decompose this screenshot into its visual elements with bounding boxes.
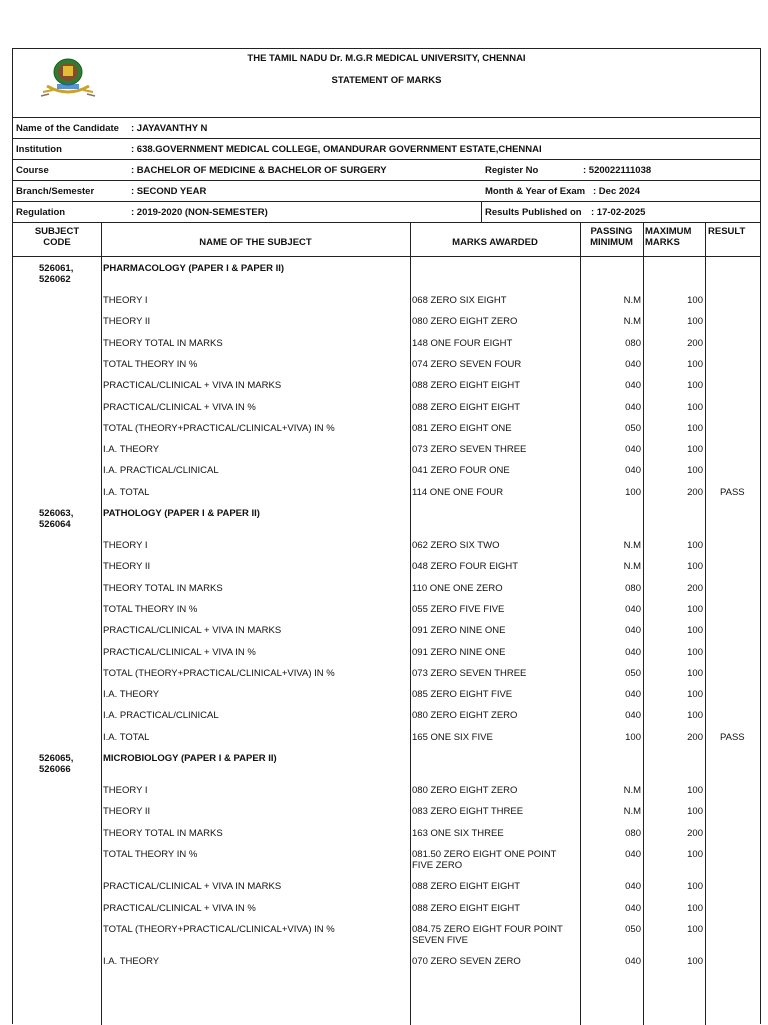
- table-row-marks: 080 ZERO EIGHT ZERO: [412, 710, 518, 722]
- table-row-maximum-marks: 100: [687, 540, 703, 551]
- table-row-subject: THEORY TOTAL IN MARKS: [103, 337, 223, 349]
- table-row-passing-minimum: 040: [625, 881, 641, 893]
- table-row-passing-minimum: 080: [625, 582, 641, 594]
- table-row-marks: 041 ZERO FOUR ONE: [412, 465, 510, 477]
- header-code-line2: CODE: [43, 237, 71, 248]
- table-row-maximum-marks: 200: [687, 337, 703, 349]
- table-row-marks: 165 ONE SIX FIVE: [412, 731, 493, 743]
- table-row-subject: PRACTICAL/CLINICAL + VIVA IN MARKS: [103, 625, 282, 637]
- subject-result: PASS: [720, 486, 745, 498]
- institution-value: : 638.GOVERNMENT MEDICAL COLLEGE, OMANDURAR GOVERNMENT ESTATE,CHENNAI: [131, 144, 542, 155]
- results-published-value: : 17-02-2025: [591, 207, 646, 218]
- exam-month-value: : Dec 2024: [593, 186, 641, 197]
- table-row-maximum-marks: 200: [687, 582, 703, 594]
- subject-code: 526062: [39, 274, 71, 285]
- table-row-marks: 080 ZERO EIGHT ZERO: [412, 785, 518, 796]
- table-row-marks: 081.50 ZERO EIGHT ONE POINT FIVE ZERO: [412, 848, 557, 871]
- column-divider: [410, 223, 411, 1025]
- column-divider: [705, 223, 706, 1025]
- regulation-value: : 2019-2020 (NON-SEMESTER): [131, 207, 268, 218]
- statement-title: STATEMENT OF MARKS: [331, 75, 442, 86]
- table-row-maximum-marks: 100: [687, 358, 703, 370]
- table-row-maximum-marks: 100: [687, 881, 703, 893]
- table-row-maximum-marks: 100: [687, 956, 703, 968]
- table-row-subject: TOTAL THEORY IN %: [103, 358, 198, 370]
- table-row-maximum-marks: 200: [687, 731, 703, 743]
- table-header: [13, 223, 760, 257]
- table-row-subject: I.A. TOTAL: [103, 486, 150, 498]
- table-row-subject: I.A. PRACTICAL/CLINICAL: [103, 465, 219, 477]
- table-row-marks: 084.75 ZERO EIGHT FOUR POINT SEVEN FIVE: [412, 923, 563, 946]
- table-row-subject: THEORY I: [103, 295, 148, 306]
- table-row-marks: 088 ZERO EIGHT EIGHT: [412, 902, 521, 914]
- subject-name: MICROBIOLOGY (PAPER I & PAPER II): [103, 753, 277, 764]
- institution-row: [13, 139, 760, 160]
- table-row-maximum-marks: 100: [687, 689, 703, 701]
- table-row-subject: TOTAL THEORY IN %: [103, 848, 198, 860]
- table-row-passing-minimum: 100: [625, 486, 641, 498]
- university-name: THE TAMIL NADU Dr. M.G.R MEDICAL UNIVERSITY, CHENNAI: [247, 53, 526, 64]
- table-row-passing-minimum: 080: [625, 827, 641, 839]
- header-subject-name: NAME OF THE SUBJECT: [199, 237, 312, 248]
- course-value: : BACHELOR OF MEDICINE & BACHELOR OF SURGERY: [131, 165, 387, 176]
- table-row-passing-minimum: N.M: [623, 540, 641, 551]
- candidate-name-label: Name of the Candidate: [16, 123, 119, 134]
- table-row-subject: THEORY II: [103, 316, 151, 328]
- header-passing-minimum: [580, 226, 643, 248]
- table-row-marks: 085 ZERO EIGHT FIVE: [412, 689, 513, 701]
- branch-row: [13, 181, 760, 202]
- table-row-subject: I.A. TOTAL: [103, 731, 150, 743]
- table-row-passing-minimum: 040: [625, 689, 641, 701]
- table-row-marks: 088 ZERO EIGHT EIGHT: [412, 401, 521, 413]
- table-row-passing-minimum: 100: [625, 731, 641, 743]
- table-row-marks: 055 ZERO FIVE FIVE: [412, 603, 505, 615]
- header-passing-line2: MINIMUM: [590, 237, 633, 248]
- table-row-subject: PRACTICAL/CLINICAL + VIVA IN %: [103, 646, 256, 658]
- table-row-passing-minimum: N.M: [623, 806, 641, 818]
- table-row-maximum-marks: 100: [687, 380, 703, 392]
- table-row-passing-minimum: 040: [625, 380, 641, 392]
- table-row-passing-minimum: 040: [625, 625, 641, 637]
- table-row-passing-minimum: 040: [625, 603, 641, 615]
- header-maximum-line2: MARKS: [645, 237, 680, 248]
- subject-code: 526066: [39, 764, 71, 775]
- table-row-maximum-marks: 100: [687, 625, 703, 637]
- table-row-marks: 088 ZERO EIGHT EIGHT: [412, 881, 521, 893]
- table-row-maximum-marks: 100: [687, 401, 703, 413]
- table-row-marks: 091 ZERO NINE ONE: [412, 646, 506, 658]
- table-row-subject: THEORY I: [103, 785, 148, 796]
- table-row-maximum-marks: 100: [687, 848, 703, 860]
- table-row-marks: 110 ONE ONE ZERO: [412, 582, 503, 594]
- table-row-maximum-marks: 100: [687, 710, 703, 722]
- table-row-subject: THEORY II: [103, 806, 151, 818]
- marks-statement-sheet: [12, 48, 761, 1024]
- table-row-passing-minimum: 040: [625, 444, 641, 456]
- table-row-passing-minimum: N.M: [623, 316, 641, 328]
- table-row-subject: THEORY I: [103, 540, 148, 551]
- table-row-subject: TOTAL (THEORY+PRACTICAL/CLINICAL+VIVA) IN %: [103, 667, 335, 679]
- table-row-subject: THEORY TOTAL IN MARKS: [103, 827, 223, 839]
- table-row-marks: 073 ZERO SEVEN THREE: [412, 667, 527, 679]
- table-row-maximum-marks: 100: [687, 785, 703, 796]
- table-row-subject: TOTAL THEORY IN %: [103, 603, 198, 615]
- header-result: RESULT: [708, 226, 746, 237]
- table-row-maximum-marks: 100: [687, 902, 703, 914]
- table-row-subject: I.A. THEORY: [103, 956, 160, 968]
- subject-name: PHARMACOLOGY (PAPER I & PAPER II): [103, 263, 285, 274]
- table-row-subject: THEORY TOTAL IN MARKS: [103, 582, 223, 594]
- table-row-marks: 073 ZERO SEVEN THREE: [412, 444, 527, 456]
- table-row-passing-minimum: N.M: [623, 561, 641, 573]
- table-row-passing-minimum: 080: [625, 337, 641, 349]
- table-row-maximum-marks: 100: [687, 316, 703, 328]
- table-row-passing-minimum: 040: [625, 646, 641, 658]
- table-row-passing-minimum: 040: [625, 848, 641, 860]
- table-row-subject: I.A. THEORY: [103, 689, 160, 701]
- table-row-subject: PRACTICAL/CLINICAL + VIVA IN MARKS: [103, 380, 282, 392]
- regulation-row: [13, 202, 760, 223]
- table-row-passing-minimum: 050: [625, 422, 641, 434]
- header-passing-line1: PASSING: [590, 226, 633, 237]
- header-code-line1: SUBJECT: [34, 226, 80, 237]
- table-row-subject: THEORY II: [103, 561, 151, 573]
- subject-name: PATHOLOGY (PAPER I & PAPER II): [103, 508, 260, 519]
- candidate-name-value: : JAYAVANTHY N: [131, 123, 208, 134]
- document-header: [13, 49, 760, 118]
- table-row-subject: TOTAL (THEORY+PRACTICAL/CLINICAL+VIVA) IN %: [103, 422, 335, 434]
- table-row-subject: I.A. THEORY: [103, 444, 160, 456]
- table-row-subject: PRACTICAL/CLINICAL + VIVA IN %: [103, 902, 256, 914]
- table-row-maximum-marks: 100: [687, 667, 703, 679]
- table-row-maximum-marks: 200: [687, 486, 703, 498]
- table-row-passing-minimum: 040: [625, 401, 641, 413]
- table-row-maximum-marks: 100: [687, 422, 703, 434]
- results-published-label: Results Published on: [485, 207, 582, 218]
- table-row-marks: 081 ZERO EIGHT ONE: [412, 422, 512, 434]
- header-marks-awarded: MARKS AWARDED: [452, 237, 538, 248]
- table-row-passing-minimum: N.M: [623, 785, 641, 796]
- table-row-marks: 070 ZERO SEVEN ZERO: [412, 956, 521, 968]
- column-divider: [101, 223, 102, 1025]
- candidate-name-row: [13, 117, 760, 139]
- table-row-marks: 088 ZERO EIGHT EIGHT: [412, 380, 521, 392]
- table-row-marks: 074 ZERO SEVEN FOUR: [412, 358, 522, 370]
- table-row-maximum-marks: 100: [687, 295, 703, 306]
- table-row-passing-minimum: 040: [625, 710, 641, 722]
- table-row-passing-minimum: 050: [625, 923, 641, 935]
- header-maximum-marks: [645, 226, 705, 248]
- table-row-marks: 114 ONE ONE FOUR: [412, 486, 504, 498]
- table-row-passing-minimum: 040: [625, 902, 641, 914]
- table-row-passing-minimum: N.M: [623, 295, 641, 306]
- marks-table: [13, 223, 760, 1025]
- subject-code: 526065,: [39, 753, 74, 764]
- table-row-subject: I.A. PRACTICAL/CLINICAL: [103, 710, 219, 722]
- table-row-marks: 080 ZERO EIGHT ZERO: [412, 316, 518, 328]
- table-row-marks: 091 ZERO NINE ONE: [412, 625, 506, 637]
- header-maximum-line1: MAXIMUM: [645, 226, 692, 237]
- table-row-maximum-marks: 100: [687, 603, 703, 615]
- table-row-subject: PRACTICAL/CLINICAL + VIVA IN %: [103, 401, 256, 413]
- branch-value: : SECOND YEAR: [131, 186, 207, 197]
- regulation-divider: [481, 202, 482, 222]
- table-row-marks: 048 ZERO FOUR EIGHT: [412, 561, 519, 573]
- subject-code: 526064: [39, 519, 71, 530]
- course-row: [13, 160, 760, 181]
- table-row-maximum-marks: 100: [687, 646, 703, 658]
- table-row-passing-minimum: 040: [625, 358, 641, 370]
- table-row-marks: 148 ONE FOUR EIGHT: [412, 337, 513, 349]
- table-row-marks: 163 ONE SIX THREE: [412, 827, 504, 839]
- table-row-maximum-marks: 200: [687, 827, 703, 839]
- table-row-maximum-marks: 100: [687, 444, 703, 456]
- table-row-maximum-marks: 100: [687, 806, 703, 818]
- table-row-passing-minimum: 050: [625, 667, 641, 679]
- register-label: Register No: [485, 165, 539, 176]
- table-row-subject: TOTAL (THEORY+PRACTICAL/CLINICAL+VIVA) IN %: [103, 923, 335, 935]
- register-value: : 520022111038: [583, 165, 652, 176]
- institution-label: Institution: [16, 144, 62, 155]
- subject-code: 526063,: [39, 508, 74, 519]
- table-row-marks: 083 ZERO EIGHT THREE: [412, 806, 524, 818]
- table-row-passing-minimum: 040: [625, 956, 641, 968]
- subject-result: PASS: [720, 731, 745, 743]
- table-row-maximum-marks: 100: [687, 923, 703, 935]
- course-label: Course: [16, 165, 49, 176]
- table-row-marks: 062 ZERO SIX TWO: [412, 540, 500, 551]
- regulation-label: Regulation: [16, 207, 66, 218]
- header-subject-code: [13, 226, 101, 248]
- table-row-passing-minimum: 040: [625, 465, 641, 477]
- subject-code: 526061,: [39, 263, 74, 274]
- table-row-maximum-marks: 100: [687, 561, 703, 573]
- table-row-maximum-marks: 100: [687, 465, 703, 477]
- table-row-subject: PRACTICAL/CLINICAL + VIVA IN MARKS: [103, 881, 282, 893]
- exam-month-label: Month & Year of Exam: [485, 186, 586, 197]
- branch-label: Branch/Semester: [16, 186, 95, 197]
- table-row-marks: 068 ZERO SIX EIGHT: [412, 295, 507, 306]
